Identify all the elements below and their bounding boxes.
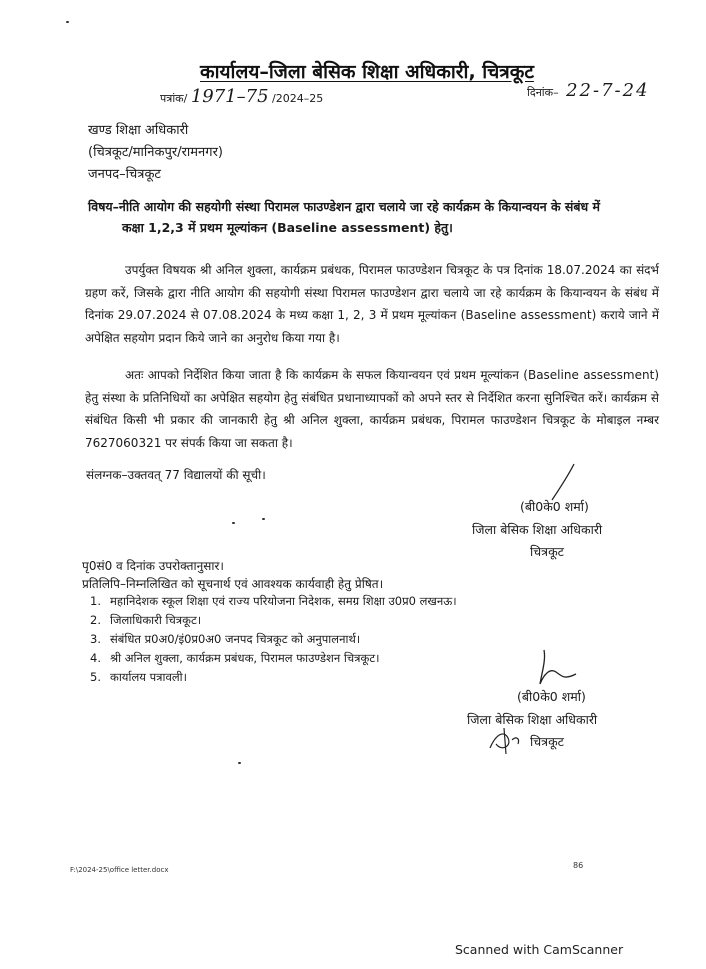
signature-1-name: (बी0के0 शर्मा) [520,499,589,514]
body-paragraph-1 [85,259,659,349]
body-paragraph-2-text: अतः आपको निर्देशित किया जाता है कि कार्यक्रम के सफल कियान्वयन एवं प्रथम मूल्यांकन (Baseline assessment) हेतु संस्था के प्रतिनिधियों का अपेक्षित सहयोग हेतु संबंधित प्रधानाध्यापकों को अपने स्तर से निर्देशित करना सुनिश्चित करें। कार्यक्रम से संबंधित किसी भी प्रकार की जानकारी हेतु श्री अनिल शुक्ला, कार्यक्रम प्रबंधक, पिरामल फाउण्डेशन चित्रकूट के मोबाइल नम्बर 7627060321 पर संपर्क किया जा सकता है। [85,368,659,450]
copy-item [90,670,457,689]
page-mark: 86 [573,861,584,870]
body-paragraph-2 [85,364,659,454]
ref-number-handwritten: 1971–75 [190,86,269,107]
recipient-line-1: खण्ड शिक्षा अधिकारी [88,123,189,138]
copy-list [90,594,457,689]
signature-stroke-2 [534,646,582,690]
ref-label: पत्रांक/ [160,92,188,105]
copy-item [90,613,457,632]
recipient-line-2: (चित्रकूट/मानिकपुर/रामनगर) [88,145,223,160]
scanner-watermark: Scanned with CamScanner [455,942,624,957]
date-handwritten: 22-7-24 [566,80,650,101]
office-title: कार्यालय–जिला बेसिक शिक्षा अधिकारी, चित्रकूट [200,61,534,83]
signature-2-name: (बी0के0 शर्मा) [517,689,586,704]
ref-year: /2024–25 [272,92,324,105]
copy-item-text: कार्यालय पत्रावली। [110,670,187,684]
signature-2-designation: जिला बेसिक शिक्षा अधिकारी [467,712,598,727]
copy-reference-line: पृ0सं0 व दिनांक उपरोक्तानुसार। [82,559,224,573]
copy-item [90,632,457,651]
copy-item-text: संबंधित प्र0अ0/इं0प्र0अ0 जनपद चित्रकूट को अनुपालनार्थ। [110,632,361,646]
scan-speck [262,518,265,520]
copy-item-number: 4. [90,651,101,665]
signature-2-place: चित्रकूट [530,734,564,749]
subject [88,196,648,238]
scan-speck [238,762,241,764]
copy-item-number: 1. [90,594,101,608]
letter-date [527,80,650,101]
subject-line-1: विषय–नीति आयोग की सहयोगी संस्था पिरामल फाउण्डेशन द्वारा चलाये जा रहे कार्यक्रम के कियान्वयन के संबंध में [88,199,601,214]
file-path: F:\2024-25\office letter.docx [70,866,169,874]
copy-item-text: श्री अनिल शुक्ला, कार्यक्रम प्रबंधक, पिरामल फाउण्डेशन चित्रकूट। [110,651,380,665]
signature-stroke-1 [548,462,578,502]
copy-item-number: 3. [90,632,101,646]
copy-item-number: 2. [90,613,101,627]
enclosure-note: संलग्नक–उक्तवत् 77 विद्यालयों की सूची। [86,468,266,482]
copy-item [90,594,457,613]
copy-item-text: जिलाधिकारी चित्रकूट। [110,613,202,627]
recipient-line-3: जनपद–चित्रकूट [88,167,161,182]
subject-line-2: कक्षा 1,2,3 में प्रथम मूल्यांकन (Baseline assessment) हेतु। [122,220,453,235]
body-paragraph-1-text: उपर्युक्त विषयक श्री अनिल शुक्ला, कार्यक्रम प्रबंधक, पिरामल फाउण्डेशन चित्रकूट के पत्र दिनांक 18.07.2024 का संदर्भ ग्रहण करें, जिसके द्वारा नीति आयोग की सहयोगी संस्था पिरामल फाउण्डेशन द्वारा चलाये जा रहे कार्यक्रम के कियान्वयन के संबंध में दिनांक 29.07.2024 से 07.08.2024 के मध्य कक्षा 1, 2, 3 में प्रथम मूल्यांकन (Baseline assessment) कराये जाने में अपेक्षित सहयोग प्रदान किये जाने का अनुरोध किया गया है। [85,263,659,345]
initials-stroke [486,726,524,756]
copy-item [90,651,457,670]
copy-heading: प्रतिलिपि–निम्नलिखित को सूचनार्थ एवं आवश्यक कार्यवाही हेतु प्रेषित। [82,577,384,591]
scan-speck [66,21,69,23]
reference-number [160,86,323,107]
copy-item-number: 5. [90,670,101,684]
date-label: दिनांक– [527,86,559,99]
scan-speck [232,522,235,524]
signature-1-place: चित्रकूट [530,544,564,559]
signature-1-designation: जिला बेसिक शिक्षा अधिकारी [472,522,603,537]
copy-item-text: महानिदेशक स्कूल शिक्षा एवं राज्य परियोजना निदेशक, समग्र शिक्षा उ0प्र0 लखनऊ। [110,594,457,608]
